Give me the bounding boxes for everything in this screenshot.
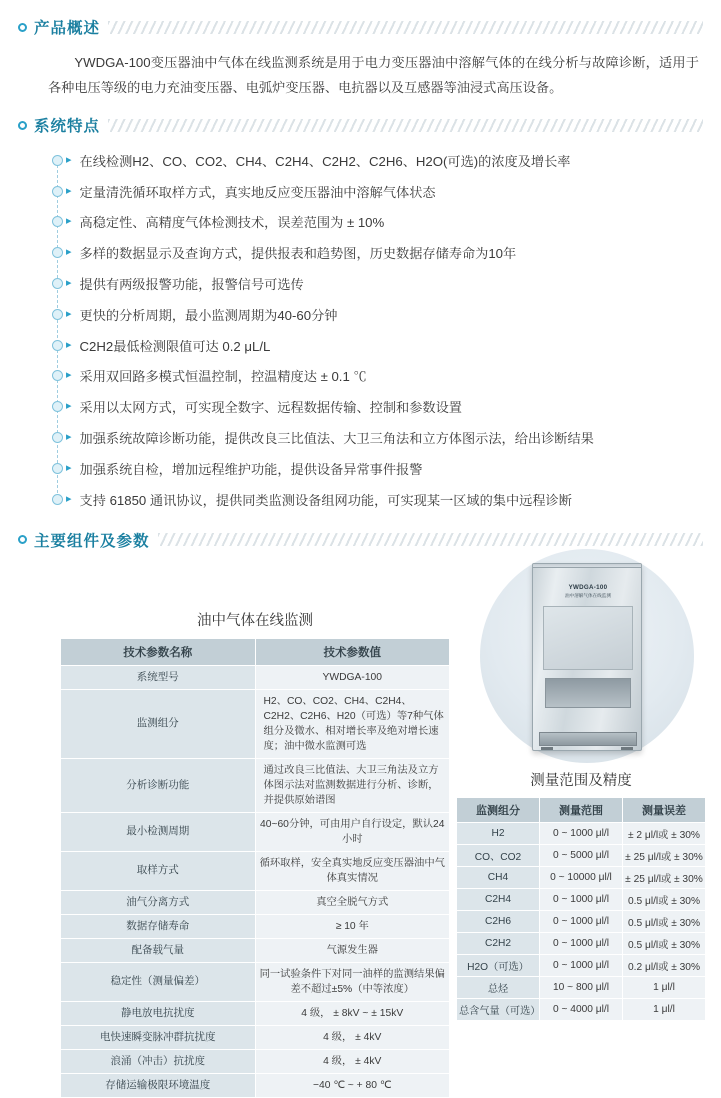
- chevron-right-icon: ▸: [66, 277, 72, 290]
- circle-bullet-icon: [52, 432, 63, 443]
- features-list: [52, 145, 703, 515]
- cabinet-model-label: [545, 584, 631, 592]
- range-error: ± 25 μl/l或 ± 30%: [623, 844, 706, 866]
- table-row: [61, 665, 450, 689]
- table-row: [457, 954, 706, 976]
- feature-text: 多样的数据显示及查询方式，提供报表和趋势图，历史数据存储寿命为10年: [79, 246, 517, 262]
- chevron-right-icon: ▸: [66, 338, 72, 351]
- feature-text: 在线检测H2、CO、CO2、CH4、C2H4、C2H2、C2H6、H2O(可选)的浓度及增长率: [79, 153, 571, 169]
- range-value: 10 ~ 800 μl/l: [540, 976, 623, 998]
- stripe-decoration: [158, 533, 703, 546]
- range-component: H2O（可选）: [457, 954, 540, 976]
- table-row: [457, 976, 706, 998]
- chevron-right-icon: ▸: [66, 400, 72, 413]
- table-header-row: [61, 638, 450, 665]
- range-header-error: 测量误差: [623, 797, 706, 822]
- range-component: C2H4: [457, 888, 540, 910]
- cabinet-panel: [543, 606, 633, 670]
- table-row: [457, 866, 706, 888]
- range-error: 0.2 μl/l或 ± 30%: [623, 954, 706, 976]
- feature-text: 高稳定性、高精度气体检测技术，误差范围为 ± 10%: [79, 215, 385, 231]
- stripe-decoration: [108, 119, 703, 132]
- list-item: [52, 391, 703, 422]
- range-component: 总含气量（可选）: [457, 998, 540, 1020]
- range-component: C2H2: [457, 932, 540, 954]
- range-error: ± 2 μl/l或 ± 30%: [623, 822, 706, 844]
- table-row: [61, 758, 450, 812]
- circle-bullet-icon: [52, 216, 63, 227]
- table-row: [61, 938, 450, 962]
- spec-key: 存储运输极限环境温度: [61, 1073, 256, 1097]
- circle-bullet-icon: [52, 463, 63, 474]
- range-component: C2H6: [457, 910, 540, 932]
- cabinet-foot-right: [621, 747, 633, 751]
- table-row: [61, 962, 450, 1001]
- spec-value: 真空全脱气方式: [255, 890, 450, 914]
- section-title-features: 系统特点: [34, 118, 101, 135]
- circle-bullet-icon: [52, 247, 63, 258]
- spec-key: 分析诊断功能: [61, 758, 256, 812]
- range-error: 1 μl/l: [623, 976, 706, 998]
- range-table-block: [456, 769, 706, 1021]
- feature-text: 采用双回路多模式恒温控制，控温精度达 ± 0.1 ℃: [79, 369, 367, 385]
- range-error: ± 25 μl/l或 ± 30%: [623, 866, 706, 888]
- list-item: [52, 484, 703, 515]
- spec-key: 最小检测周期: [61, 812, 256, 851]
- spec-value: 4 级， ± 8kV ~ ± 15kV: [255, 1001, 450, 1025]
- circle-bullet-icon: [52, 340, 63, 351]
- circle-bullet-icon: [52, 155, 63, 166]
- feature-text: 加强系统故障诊断功能，提供改良三比值法、大卫三角法和立方体图示法，给出诊断结果: [79, 431, 594, 447]
- range-value: 0 ~ 1000 μl/l: [540, 888, 623, 910]
- spec-value: 40~60分钟，可由用户自行设定，默认24小时: [255, 812, 450, 851]
- range-error: 0.5 μl/l或 ± 30%: [623, 932, 706, 954]
- range-table: [456, 797, 706, 1021]
- spec-header-value: 技术参数值: [255, 638, 450, 665]
- list-item: [52, 361, 703, 392]
- section-title-overview: 产品概述: [34, 20, 101, 37]
- feature-text: 更快的分析周期，最小监测周期为40-60分钟: [79, 307, 338, 323]
- range-component: CO、CO2: [457, 844, 540, 866]
- spec-value: ≥ 10 年: [255, 914, 450, 938]
- cabinet-base: [539, 732, 637, 746]
- spec-value: −40 ℃ ~ + 80 ℃: [255, 1073, 450, 1097]
- list-item: [52, 237, 703, 268]
- spec-value: 4 级， ± 4kV: [255, 1049, 450, 1073]
- table-row: [61, 851, 450, 890]
- range-error: 0.5 μl/l或 ± 30%: [623, 888, 706, 910]
- chevron-right-icon: ▸: [66, 492, 72, 505]
- list-item: [52, 145, 703, 176]
- spec-key: 油气分离方式: [61, 890, 256, 914]
- spec-key: 电快速瞬变脉冲群抗扰度: [61, 1025, 256, 1049]
- range-value: 0 ~ 10000 μl/l: [540, 866, 623, 888]
- spec-value: YWDGA-100: [255, 665, 450, 689]
- table-row: [61, 812, 450, 851]
- circle-bullet-icon: [52, 186, 63, 197]
- spec-value: 通过改良三比值法、大卫三角法及立方体图示法对监测数据进行分析、诊断，并提供原始谱图: [255, 758, 450, 812]
- range-value: 0 ~ 1000 μl/l: [540, 954, 623, 976]
- range-value: 0 ~ 4000 μl/l: [540, 998, 623, 1020]
- range-value: 0 ~ 1000 μl/l: [540, 932, 623, 954]
- chevron-right-icon: ▸: [66, 184, 72, 197]
- circle-bullet-icon: [52, 401, 63, 412]
- product-cabinet-illustration: [532, 563, 642, 751]
- range-value: 0 ~ 1000 μl/l: [540, 822, 623, 844]
- range-value: 0 ~ 1000 μl/l: [540, 910, 623, 932]
- spec-key: 配备载气量: [61, 938, 256, 962]
- cabinet-window: [545, 678, 631, 708]
- cabinet-top: [532, 563, 642, 568]
- feature-text: 提供有两级报警功能，报警信号可选传: [79, 277, 304, 293]
- table-row: [61, 890, 450, 914]
- table-row: [457, 998, 706, 1020]
- spec-key: 监测组分: [61, 689, 256, 758]
- spec-header-name: 技术参数名称: [61, 638, 256, 665]
- circle-bullet-icon: [52, 309, 63, 320]
- table-header-row: [457, 797, 706, 822]
- table-row: [457, 844, 706, 866]
- section-header-features: [18, 114, 703, 136]
- chevron-right-icon: ▸: [66, 246, 72, 259]
- range-header-component: 监测组分: [457, 797, 540, 822]
- list-item: [52, 207, 703, 238]
- spec-key: 稳定性（测量偏差）: [61, 962, 256, 1001]
- spec-value: 同一试验条件下对同一油样的监测结果偏差不超过±5%（中等浓度）: [255, 962, 450, 1001]
- range-table-title: 测量范围及精度: [530, 772, 632, 789]
- spec-value: 循环取样，安全真实地反应变压器油中气体真实情况: [255, 851, 450, 890]
- circle-bullet-icon: [52, 278, 63, 289]
- table-row: [457, 910, 706, 932]
- spec-key: 系统型号: [61, 665, 256, 689]
- list-item: [52, 422, 703, 453]
- cabinet-foot-left: [541, 747, 553, 751]
- bullet-dot-icon: [18, 535, 27, 544]
- spec-key: 数据存储寿命: [61, 914, 256, 938]
- table-row: [61, 914, 450, 938]
- table-row: [61, 1073, 450, 1097]
- list-item: [52, 268, 703, 299]
- spec-key: 浪涌（冲击）抗扰度: [61, 1049, 256, 1073]
- chevron-right-icon: ▸: [66, 369, 72, 382]
- table-row: [61, 689, 450, 758]
- list-item: [52, 330, 703, 361]
- table-row: [61, 1001, 450, 1025]
- spec-key: 取样方式: [61, 851, 256, 890]
- feature-text: 采用以太网方式，可实现全数字、远程数据传输、控制和参数设置: [79, 400, 462, 416]
- overview-paragraph: YWDGA-100变压器油中气体在线监测系统是用于电力变压器油中溶解气体的在线分析与故障诊断，适用于各种电压等级的电力充油变压器、电弧炉变压器、电抗器以及互感器等油浸式高压设备。: [48, 55, 699, 95]
- spec-value: 气源发生器: [255, 938, 450, 962]
- feature-text: 加强系统自检，增加远程维护功能，提供设备异常事件报警: [79, 461, 423, 477]
- table-row: [61, 1049, 450, 1073]
- bullet-dot-icon: [18, 23, 27, 32]
- section-header-components: [18, 529, 703, 551]
- table-row: [457, 888, 706, 910]
- chevron-right-icon: ▸: [66, 461, 72, 474]
- list-item: [52, 453, 703, 484]
- page-root: [0, 16, 721, 1091]
- spec-value: H2、CO、CO2、CH4、C2H4、C2H2、C2H6、H20（可选）等7种气体组分及微水、相对增长率及绝对增长速度；油中微水监测可选: [255, 689, 450, 758]
- cabinet-caption-text: 油中溶解气体在线监测: [565, 592, 611, 598]
- circle-bullet-icon: [52, 370, 63, 381]
- spec-value: 4 级， ± 4kV: [255, 1025, 450, 1049]
- chevron-right-icon: ▸: [66, 215, 72, 228]
- range-value: 0 ~ 5000 μl/l: [540, 844, 623, 866]
- spec-key: 静电放电抗扰度: [61, 1001, 256, 1025]
- range-component: CH4: [457, 866, 540, 888]
- table-row: [457, 932, 706, 954]
- range-error: 0.5 μl/l或 ± 30%: [623, 910, 706, 932]
- table-row: [457, 822, 706, 844]
- range-component: 总烃: [457, 976, 540, 998]
- table-row: [61, 1025, 450, 1049]
- chevron-right-icon: ▸: [66, 307, 72, 320]
- section-header-overview: [18, 16, 703, 38]
- range-header-range: 测量范围: [540, 797, 623, 822]
- spec-table-block: [60, 597, 450, 1098]
- stripe-decoration: [108, 21, 703, 34]
- list-item: [52, 176, 703, 207]
- feature-text: 定量清洗循环取样方式，真实地反应变压器油中溶解气体状态: [79, 184, 436, 200]
- chevron-right-icon: ▸: [66, 431, 72, 444]
- cabinet-model-text: YWDGA-100: [568, 583, 608, 591]
- range-component: H2: [457, 822, 540, 844]
- product-photo: [480, 549, 694, 763]
- list-item: [52, 299, 703, 330]
- chevron-right-icon: ▸: [66, 153, 72, 166]
- spec-table-title: 油中气体在线监测: [197, 612, 313, 629]
- range-error: 1 μl/l: [623, 998, 706, 1020]
- feature-text: C2H2最低检测限值可达 0.2 μL/L: [79, 338, 271, 354]
- spec-table: [60, 638, 450, 1098]
- circle-bullet-icon: [52, 494, 63, 505]
- feature-text: 支持 61850 通讯协议，提供同类监测设备组网功能，可实现某一区域的集中远程诊断: [79, 492, 572, 508]
- section-title-components: 主要组件及参数: [34, 532, 150, 550]
- bullet-dot-icon: [18, 121, 27, 130]
